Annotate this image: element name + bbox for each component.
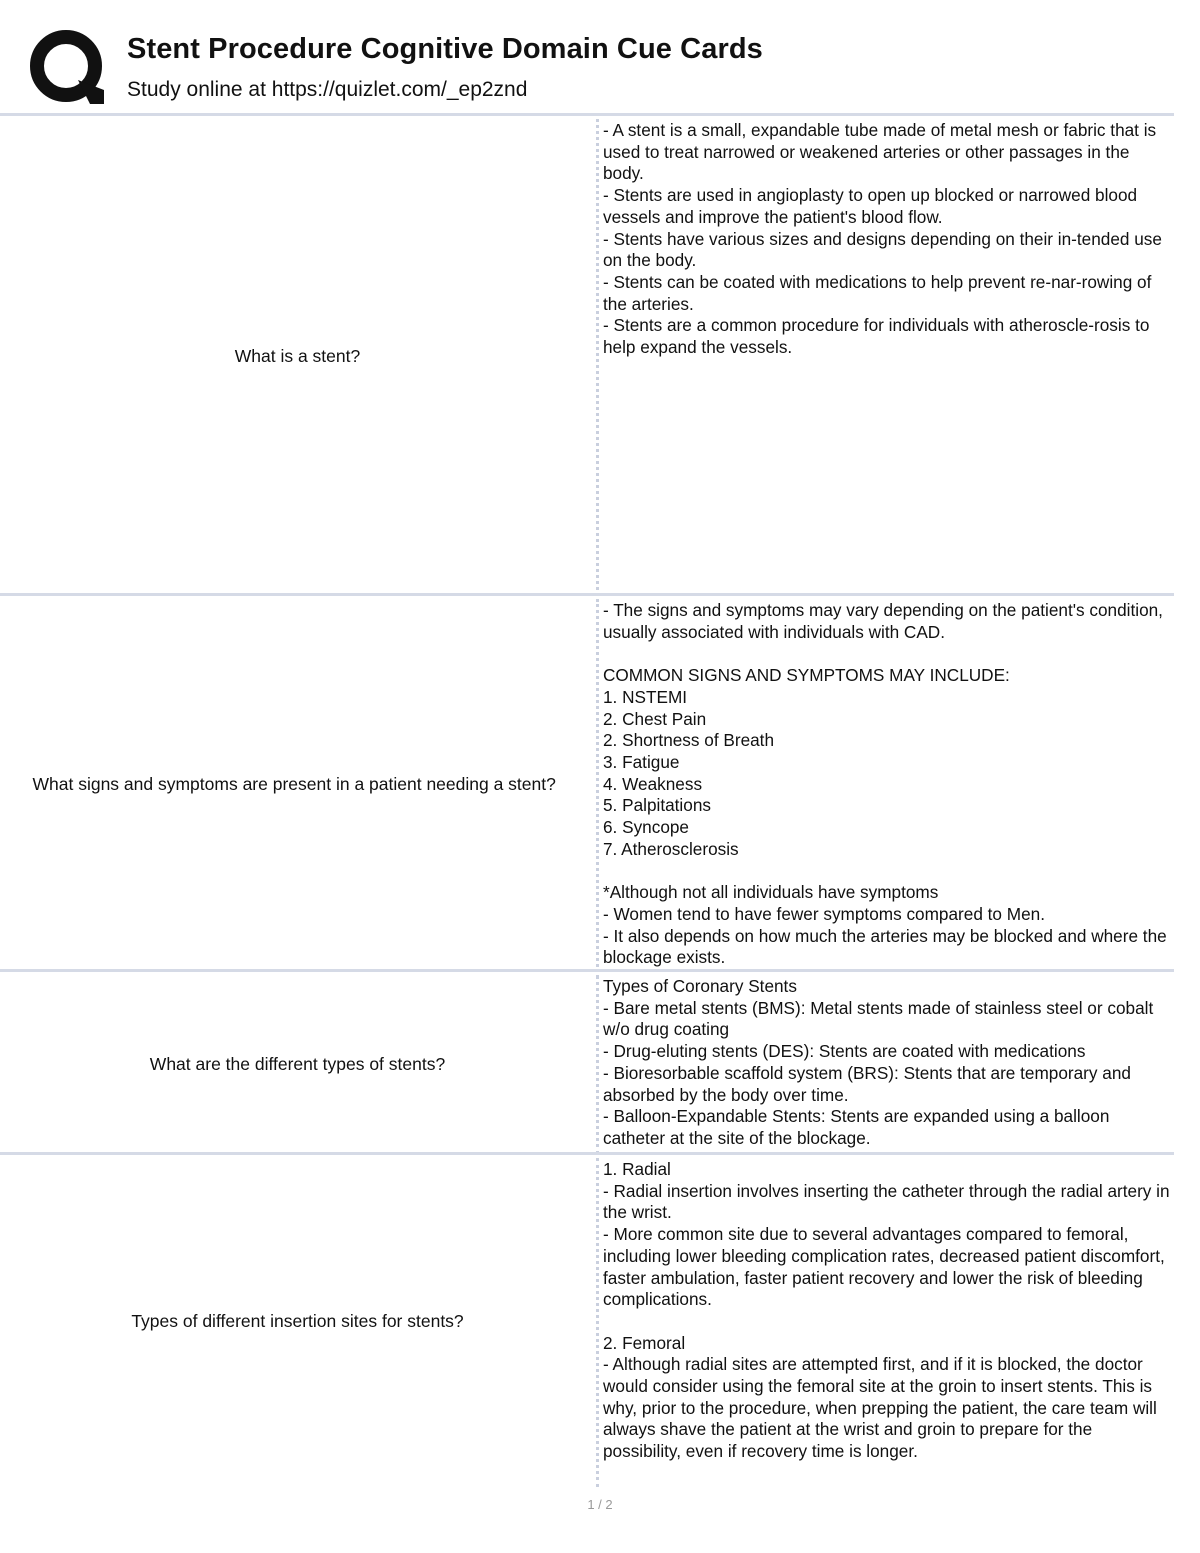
question-text: Types of different insertion sites for stents? — [131, 1311, 464, 1331]
card-question — [0, 596, 595, 972]
card-answer: - A stent is a small, expandable tube made of metal mesh or fabric that is used to treat narrowed or weakened arteries or other passages in the body. - Stents are used in angioplasty to open up blocked or narrowed blood vessels and improve the patient's blood flow. - Stents have various sizes and designs depending on their in-tended use on the body. - Stents can be coated with medications to help prevent re-nar-rowing of the arteries. - Stents are a common procedure for individuals with atheroscle-rosis to help expand the vessels. — [603, 120, 1162, 358]
card-answer: - The signs and symptoms may vary depending on the patient's condition, usually associated with individuals with CAD. COMMON SIGNS AND SYMPTOMS MAY INCLUDE: 1. NSTEMI 2. Chest Pain 2. Shortness of Breath 3. Fatigue 4. Weakness 5. Palpitations 6. Syncope 7. Atherosclerosis *Although not all individuals have symptoms - Women tend to have fewer symptoms compared to Men. - It also depends on how much the arteries may be blocked and where the blockage exists. — [603, 600, 1167, 968]
cue-card — [0, 969, 1174, 1155]
card-answer: Types of Coronary Stents - Bare metal stents (BMS): Metal stents made of stainless steel or cobalt w/o drug coating - Drug-eluting stents (DES): Stents are coated with medications - Bioresorbable scaffold system (BRS): Stents that are temporary and absorbed by the body over time. - Balloon-Expandable Stents: Stents are expanded using a balloon catheter at the site of the blockage. — [603, 976, 1154, 1148]
quizlet-logo-icon — [30, 30, 106, 106]
card-divider — [596, 975, 602, 1155]
card-divider — [596, 119, 602, 596]
question-text: What are the different types of stents? — [149, 1053, 446, 1074]
study-online-link[interactable]: Study online at https://quizlet.com/_ep2znd — [127, 78, 528, 101]
page-header — [0, 0, 1200, 114]
cue-card — [0, 593, 1174, 972]
card-question — [0, 116, 595, 596]
card-question — [0, 1155, 595, 1487]
card-answer: 1. Radial - Radial insertion involves inserting the catheter through the radial artery in the wrist. - More common site due to several advantages compared to femoral, including lower bleeding complication rates, decreased patient discomfort, faster ambulation, faster patient recovery and lower the risk of bleeding complications. 2. Femoral - Although radial sites are attempted first, and if it is blocked, the doctor would consider using the femoral site at the groin to insert stents. This is why, prior to the procedure, when prepping the patient, the care team will always shave the patient at the wrist and groin to prepare for the possibility, even if recovery time is longer. — [603, 1159, 1170, 1462]
card-divider — [596, 1158, 602, 1487]
page-title: Stent Procedure Cognitive Domain Cue Cards — [127, 33, 763, 65]
question-text: What signs and symptoms are present in a patient needing a stent? — [32, 774, 556, 794]
card-question — [0, 972, 595, 1155]
question-text: What is a stent? — [234, 346, 361, 366]
card-divider — [596, 599, 602, 972]
cue-card — [0, 1152, 1174, 1487]
page-number: 1 / 2 — [587, 1497, 613, 1512]
cue-card — [0, 113, 1174, 596]
